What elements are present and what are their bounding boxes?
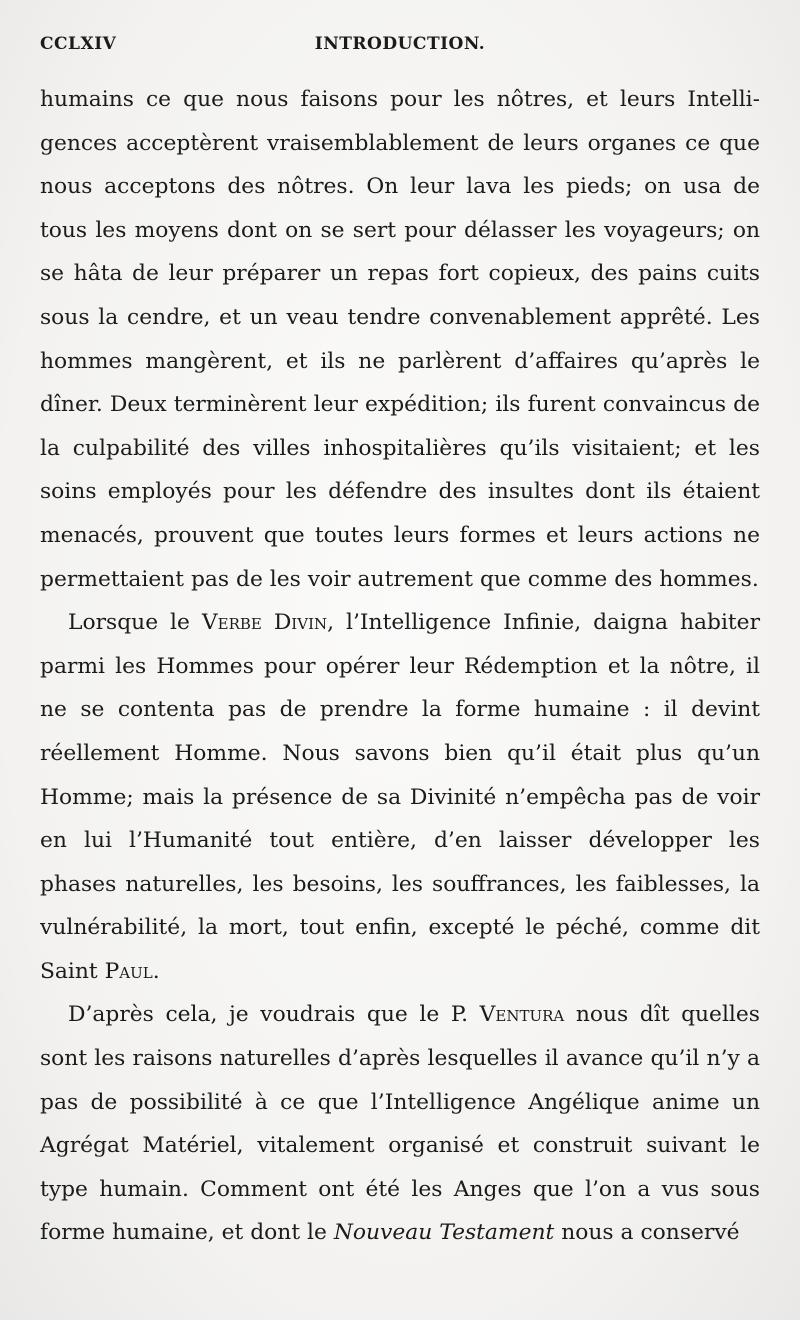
text-run: . xyxy=(152,958,160,984)
page-header xyxy=(40,34,760,60)
small-caps-term: Verbe Divin xyxy=(201,610,328,636)
text-line: Les hommes mangèrent, et ils ne parlèrent d’affaires qu’après le xyxy=(40,304,760,374)
text-line: parmi les Hommes pour opérer leur Rédemption et la nôtre, xyxy=(40,653,736,679)
text-line: un Agrégat Matériel, vitalement organisé et construit suivant xyxy=(40,1089,760,1159)
text-line: réellement Homme. Nous savons bien qu’il était plus qu’un xyxy=(40,740,760,766)
text-line: dîner. Deux terminèrent leur expédition; ils furent convaincus xyxy=(40,392,727,418)
text-run: , l’Intelligence Infinie, daigna habiter xyxy=(327,610,761,636)
text-line: les soins employés pour les défendre des insultes dont ils xyxy=(40,435,760,505)
running-title: INTRODUCTION. xyxy=(314,34,486,54)
folio-number: CCLXIV xyxy=(40,34,117,54)
text-run: nous dît quelles xyxy=(564,1002,760,1028)
text-line: n’y a pas de possibilité à ce que l’Intelligence Angélique anime xyxy=(40,1046,760,1115)
small-caps-name: Paul xyxy=(104,958,153,984)
text-line: la vulnérabilité, la mort, tout enfin, excepté le péché, comme xyxy=(40,871,760,941)
small-caps-name: Ventura xyxy=(479,1002,565,1028)
text-line: de la culpabilité des villes inhospitalières qu’ils visitaient; et xyxy=(40,392,760,461)
text-line: étaient menacés, prouvent que toutes leurs formes et leurs xyxy=(40,479,760,548)
text-line: cuits sous la cendre, et un veau tendre convenablement apprêté. xyxy=(40,261,760,330)
paragraph-3 xyxy=(40,993,760,1255)
text-line: le type humain. Comment ont été les Anges que l’on a vus sous xyxy=(40,1133,760,1202)
text-run: dit Saint xyxy=(40,915,760,984)
paragraph-2 xyxy=(40,601,760,993)
text-run: forme humaine, et dont le xyxy=(40,1220,334,1246)
text-line: actions ne permettaient pas de les voir autrement que comme xyxy=(40,522,760,592)
text-line: sont les raisons naturelles d’après lesquelles il avance qu’il xyxy=(40,1046,700,1072)
body-text xyxy=(40,78,760,1255)
text-line: gences acceptèrent vraisemblablement de leurs organes ce que xyxy=(40,130,760,156)
text-run: nous a conservé xyxy=(554,1220,740,1246)
text-line: en lui l’Humanité tout entière, d’en laisser développer les xyxy=(40,828,760,854)
text-line: il ne se contenta pas de prendre la forme humaine : il devint xyxy=(40,653,760,723)
paragraph-1 xyxy=(40,78,760,601)
text-line: phases naturelles, les besoins, les souffrances, les faiblesses, xyxy=(40,871,731,897)
italic-title: Nouveau Testament xyxy=(333,1220,555,1246)
text-run: D’après cela, je voudrais que le P. xyxy=(68,1002,480,1028)
text-run: Lorsque le xyxy=(68,610,202,636)
text-line: tous les moyens dont on se sert pour délasser les voyageurs; xyxy=(40,217,725,243)
text-line: des hommes. xyxy=(614,566,759,592)
text-line: humains ce que nous faisons pour les nôtres, et leurs Intelli- xyxy=(40,87,760,112)
text-line: on se hâta de leur préparer un repas fort copieux, des pains xyxy=(40,217,760,287)
text-line: Homme; mais la présence de sa Divinité n’empêcha pas de voir xyxy=(40,784,760,810)
text-line: nous acceptons des nôtres. On leur lava les pieds; on usa de xyxy=(40,174,760,200)
